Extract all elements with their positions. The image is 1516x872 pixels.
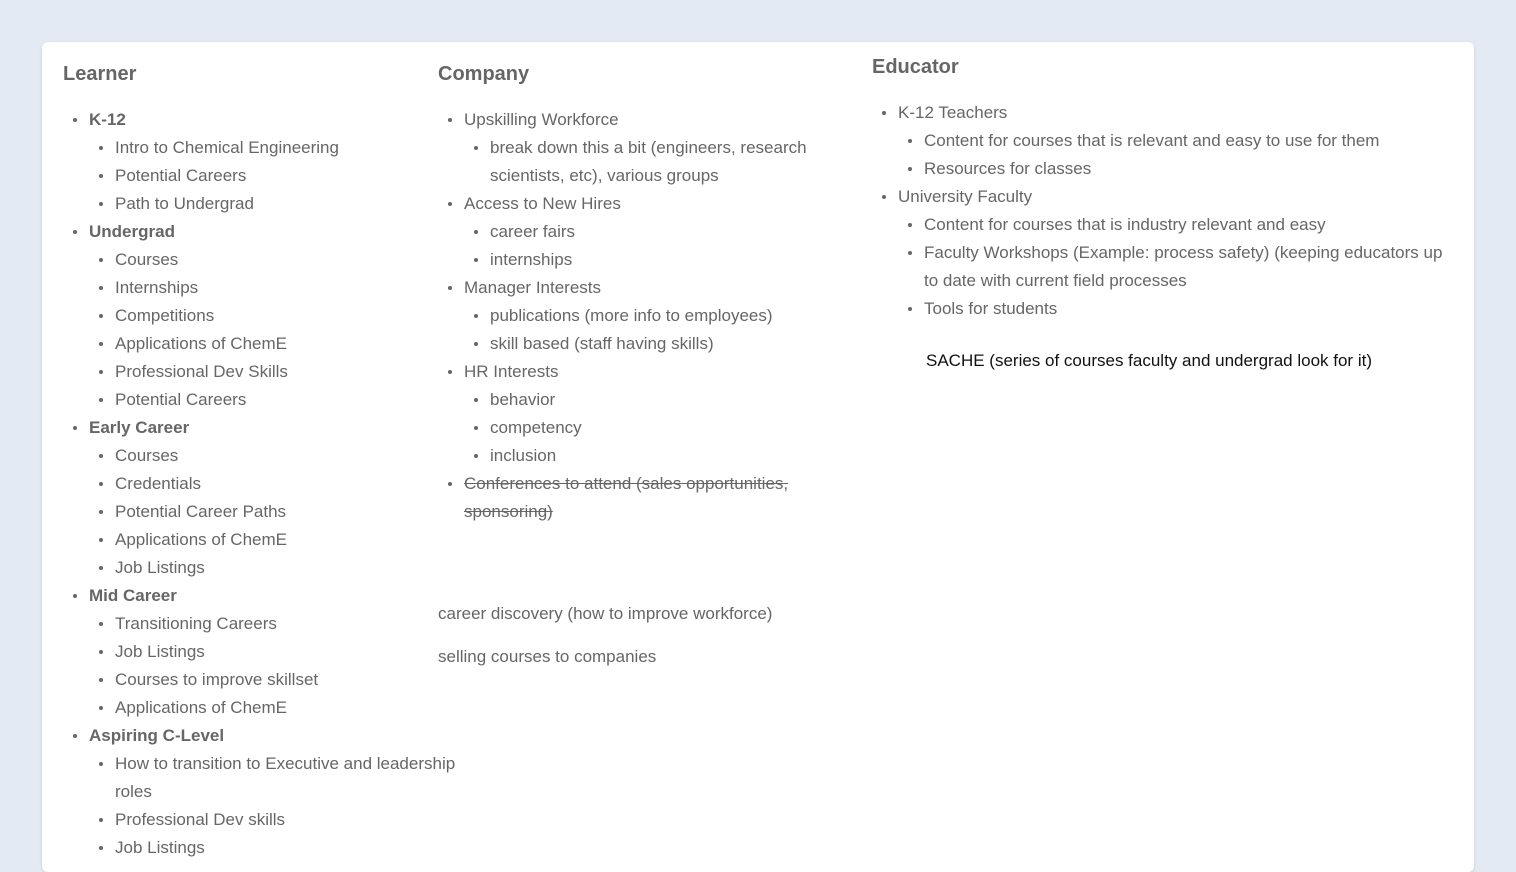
list-item: Potential Career Paths <box>89 498 483 526</box>
list-item: University Faculty Content for courses that is industry relevant and easy Faculty Workshops (Example: process safety) (keeping educators up to date with current field processes Tools for students <box>872 183 1452 323</box>
company-column <box>438 62 838 666</box>
list-item: Access to New Hires career fairs internships <box>438 190 838 274</box>
list-item: internships <box>464 246 838 274</box>
list-item: Resources for classes <box>898 155 1452 183</box>
list-item: career fairs <box>464 218 838 246</box>
list-item: Credentials <box>89 470 483 498</box>
list-item: Courses to improve skillset <box>89 666 483 694</box>
list-item: inclusion <box>464 442 838 470</box>
list-item: Faculty Workshops (Example: process safety) (keeping educators up to date with current field processes <box>898 239 1452 295</box>
list-item: Professional Dev Skills <box>89 358 483 386</box>
list-item: Job Listings <box>89 638 483 666</box>
educator-title: Educator <box>872 56 959 78</box>
list-item: HR Interests behavior competency inclusion <box>438 358 838 470</box>
board-card <box>42 42 1474 872</box>
list-item: Internships <box>89 274 483 302</box>
company-note-career-discovery: career discovery (how to improve workforce) <box>438 604 773 623</box>
learner-column <box>63 62 483 862</box>
list-item: Upskilling Workforce break down this a bit (engineers, research scientists, etc), various groups <box>438 106 838 190</box>
list-item: Undergrad Courses Internships Competitions Applications of ChemE Professional Dev Skills Potential Careers <box>63 218 483 414</box>
list-item: Competitions <box>89 302 483 330</box>
company-note-selling-courses: selling courses to companies <box>438 647 657 666</box>
list-item: Tools for students <box>898 295 1452 323</box>
list-item: behavior <box>464 386 838 414</box>
educator-note-sache: SACHE (series of courses faculty and undergrad look for it) <box>926 351 1372 370</box>
educator-list <box>872 99 1452 323</box>
list-item: Aspiring C-Level How to transition to Executive and leadership roles Professional Dev skills Job Listings <box>63 722 483 862</box>
list-item: Potential Careers <box>89 162 483 190</box>
list-item: Early Career Courses Credentials Potential Career Paths Applications of ChemE Job Listings <box>63 414 483 582</box>
list-item: Courses <box>89 442 483 470</box>
company-title: Company <box>438 63 530 85</box>
list-item: competency <box>464 414 838 442</box>
learner-list <box>63 106 483 862</box>
list-item: Transitioning Careers <box>89 610 483 638</box>
strikethrough-item: Conferences to attend (sales opportunities, sponsoring) <box>464 474 789 521</box>
list-item: break down this a bit (engineers, research scientists, etc), various groups <box>464 134 838 190</box>
list-item: Mid Career Transitioning Careers Job Listings Courses to improve skillset Applications of ChemE <box>63 582 483 722</box>
list-item: Courses <box>89 246 483 274</box>
company-list <box>438 106 838 526</box>
list-item: Job Listings <box>89 834 483 862</box>
list-item: Job Listings <box>89 554 483 582</box>
list-item: Applications of ChemE <box>89 694 483 722</box>
list-item: Potential Careers <box>89 386 483 414</box>
list-item <box>438 470 838 526</box>
list-item: skill based (staff having skills) <box>464 330 838 358</box>
list-item: Professional Dev skills <box>89 806 483 834</box>
list-item: Intro to Chemical Engineering <box>89 134 483 162</box>
list-item: Path to Undergrad <box>89 190 483 218</box>
list-item: Applications of ChemE <box>89 330 483 358</box>
list-item: How to transition to Executive and leadership roles <box>89 750 483 806</box>
list-item: Content for courses that is relevant and easy to use for them <box>898 127 1452 155</box>
list-item: Applications of ChemE <box>89 526 483 554</box>
list-item: publications (more info to employees) <box>464 302 838 330</box>
list-item: Content for courses that is industry relevant and easy <box>898 211 1452 239</box>
learner-title: Learner <box>63 63 137 85</box>
list-item: K-12 Intro to Chemical Engineering Potential Careers Path to Undergrad <box>63 106 483 218</box>
list-item: K-12 Teachers Content for courses that is relevant and easy to use for them Resources for classes <box>872 99 1452 183</box>
list-item: Manager Interests publications (more info to employees) skill based (staff having skills) <box>438 274 838 358</box>
educator-column <box>872 55 1452 370</box>
